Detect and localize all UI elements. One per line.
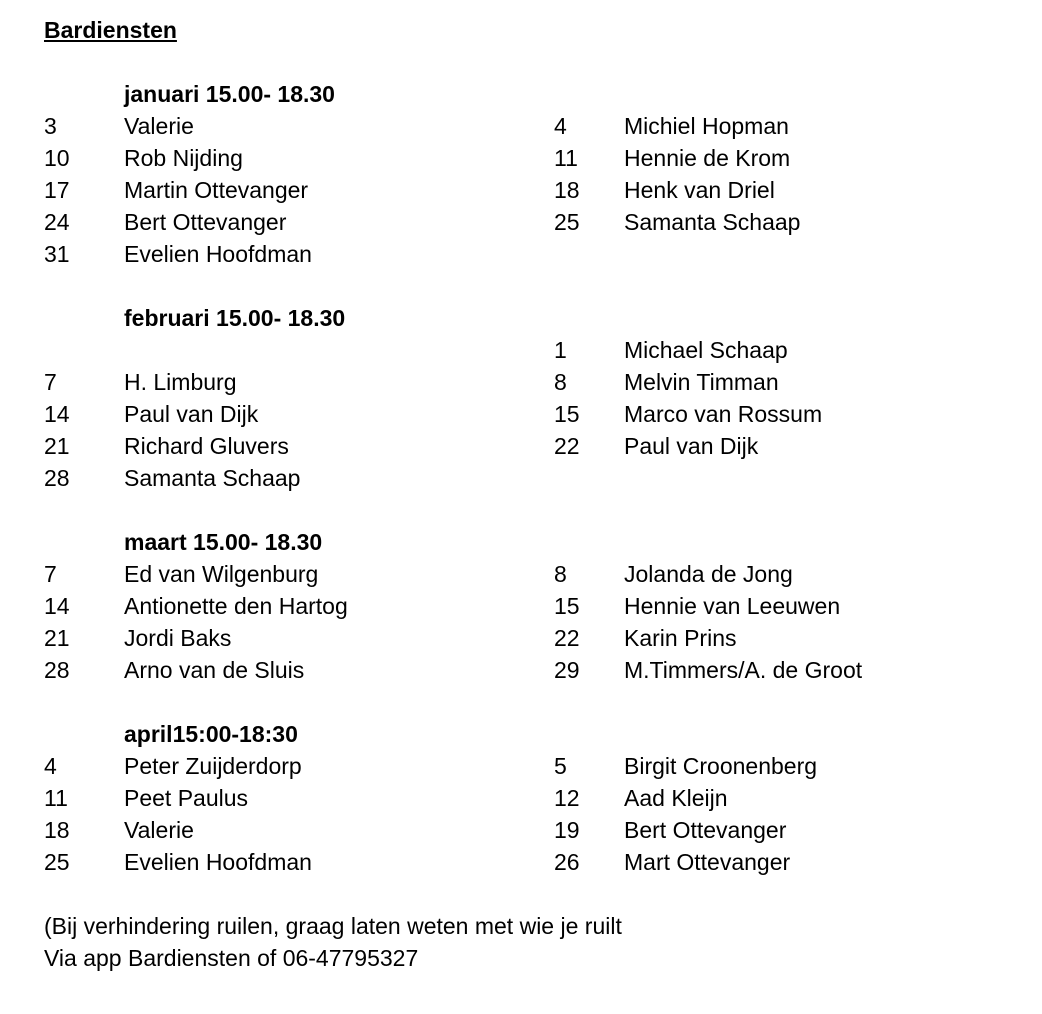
name-right: Henk van Driel [624,177,775,203]
name-right: Melvin Timman [624,369,779,395]
schedule-row [44,174,1004,206]
name-left: H. Limburg [124,369,237,395]
date-right: 22 [554,625,580,651]
date-left: 21 [44,433,70,459]
name-left: Rob Nijding [124,145,243,171]
month-section [44,78,1004,270]
schedule-row [44,142,1004,174]
month-header: februari 15.00- 18.30 [124,305,346,331]
schedule-row [44,750,1004,782]
name-left: Bert Ottevanger [124,209,287,235]
schedule-row [44,590,1004,622]
date-left: 4 [44,753,57,779]
name-right: Samanta Schaap [624,209,801,235]
date-right: 19 [554,817,580,843]
name-left: Paul van Dijk [124,401,259,427]
month-section [44,302,1004,494]
date-left: 31 [44,241,70,267]
name-right: Hennie van Leeuwen [624,593,841,619]
month-section [44,718,1004,878]
document-title: Bardiensten [44,17,177,43]
date-left: 25 [44,849,70,875]
date-left: 10 [44,145,70,171]
name-right: Bert Ottevanger [624,817,787,843]
month-header: maart 15.00- 18.30 [124,529,323,555]
schedule-row [44,110,1004,142]
schedule-row [44,622,1004,654]
date-right: 29 [554,657,580,683]
date-right: 8 [554,369,567,395]
date-right: 26 [554,849,580,875]
name-right: Birgit Croonenberg [624,753,818,779]
note-swap-instruction: (Bij verhindering ruilen, graag laten weten met wie je ruilt [44,913,622,939]
month-section [44,526,1004,686]
name-right: Aad Kleijn [624,785,728,811]
name-right: Paul van Dijk [624,433,759,459]
name-left: Martin Ottevanger [124,177,309,203]
date-right: 11 [554,145,578,171]
date-left: 14 [44,401,70,427]
name-left: Samanta Schaap [124,465,301,491]
date-left: 21 [44,625,70,651]
schedule-row [44,366,1004,398]
date-right: 5 [554,753,567,779]
schedule-row [44,238,1004,270]
date-right: 12 [554,785,580,811]
name-right: Michael Schaap [624,337,788,363]
name-right: Jolanda de Jong [624,561,793,587]
date-left: 18 [44,817,70,843]
schedule-row [44,654,1004,686]
schedule [44,78,1004,878]
document-page [44,14,1004,974]
date-left: 7 [44,561,57,587]
name-right: Michiel Hopman [624,113,789,139]
schedule-row [44,206,1004,238]
date-left: 14 [44,593,70,619]
note-contact: Via app Bardiensten of 06-47795327 [44,945,419,971]
date-right: 1 [554,337,567,363]
date-right: 25 [554,209,580,235]
name-left: Evelien Hoofdman [124,241,312,267]
date-right: 4 [554,113,567,139]
month-rows [44,334,1004,494]
name-left: Ed van Wilgenburg [124,561,319,587]
month-header: januari 15.00- 18.30 [124,81,335,107]
date-left: 11 [44,785,68,811]
name-left: Evelien Hoofdman [124,849,312,875]
schedule-row [44,558,1004,590]
notes [44,910,1004,974]
name-right: M.Timmers/A. de Groot [624,657,863,683]
month-header: april15:00-18:30 [124,721,298,747]
month-rows [44,750,1004,878]
date-left: 7 [44,369,57,395]
date-left: 28 [44,657,70,683]
date-left: 28 [44,465,70,491]
name-left: Peter Zuijderdorp [124,753,302,779]
name-left: Valerie [124,817,194,843]
date-left: 24 [44,209,70,235]
name-left: Valerie [124,113,194,139]
schedule-row [44,398,1004,430]
date-left: 17 [44,177,70,203]
schedule-row [44,846,1004,878]
schedule-row [44,430,1004,462]
name-right: Marco van Rossum [624,401,823,427]
name-left: Peet Paulus [124,785,249,811]
schedule-row [44,782,1004,814]
schedule-row [44,462,1004,494]
date-right: 15 [554,593,580,619]
date-right: 18 [554,177,580,203]
schedule-row [44,334,1004,366]
name-left: Antionette den Hartog [124,593,348,619]
date-right: 22 [554,433,580,459]
name-left: Jordi Baks [124,625,232,651]
name-right: Mart Ottevanger [624,849,791,875]
month-rows [44,110,1004,270]
name-left: Richard Gluvers [124,433,289,459]
date-right: 8 [554,561,567,587]
date-left: 3 [44,113,57,139]
name-left: Arno van de Sluis [124,657,305,683]
schedule-row [44,814,1004,846]
name-right: Hennie de Krom [624,145,791,171]
date-right: 15 [554,401,580,427]
month-rows [44,558,1004,686]
name-right: Karin Prins [624,625,737,651]
